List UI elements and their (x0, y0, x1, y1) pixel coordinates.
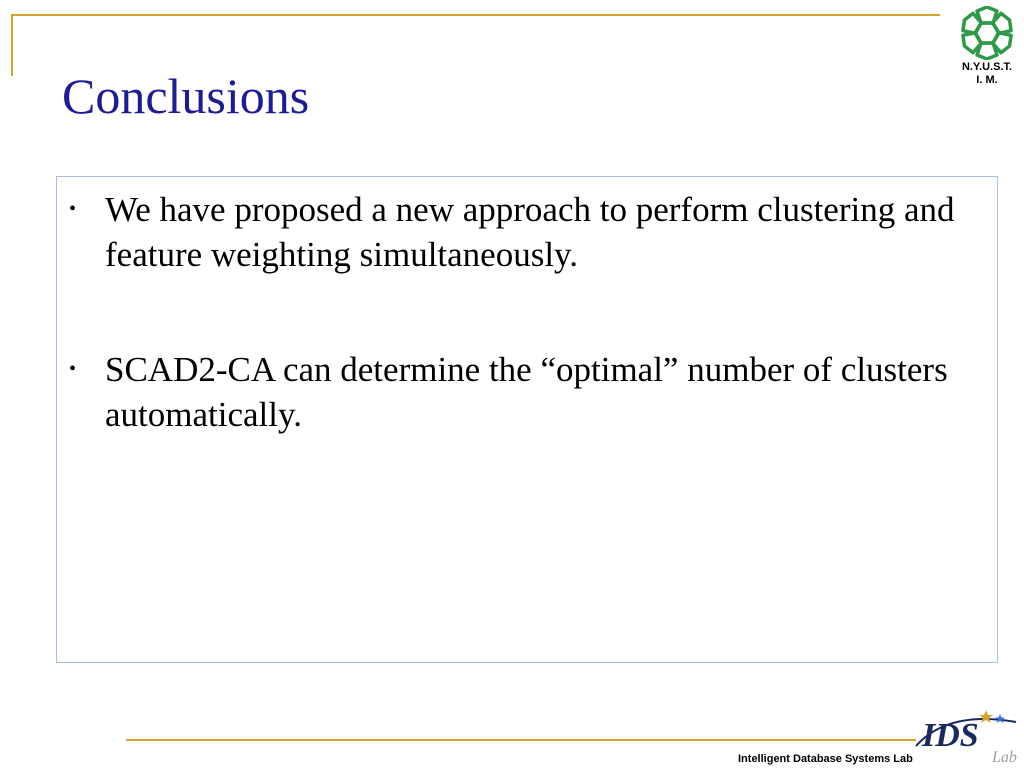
bullet-item (69, 187, 955, 277)
nyust-logo (956, 6, 1018, 86)
nyust-logo-text (956, 61, 1018, 87)
nyust-logo-line2: I. M. (976, 74, 998, 86)
content-box (56, 176, 998, 663)
snowflake-logo-icon (960, 6, 1014, 60)
slide-title: Conclusions (62, 68, 310, 124)
footer-line (126, 739, 916, 741)
nyust-logo-line1: N.Y.U.S.T. (961, 61, 1013, 73)
frame-top-line (11, 14, 940, 16)
bullet-text: SCAD2-CA can determine the “optimal” number of clusters automatically. (105, 350, 948, 434)
bullet-text: We have proposed a new approach to perform clustering and feature weighting simultaneously. (105, 190, 955, 274)
bullet-dot-icon: • (69, 198, 77, 220)
svg-text:Lab: Lab (992, 749, 1017, 766)
frame-left-line (11, 14, 13, 76)
footer-lab-name: Intelligent Database Systems Lab (738, 753, 913, 765)
ids-lab-logo-icon (908, 706, 1022, 766)
svg-text:IDS: IDS (922, 717, 979, 754)
bullet-item (69, 347, 955, 437)
bullet-dot-icon: • (69, 358, 77, 380)
